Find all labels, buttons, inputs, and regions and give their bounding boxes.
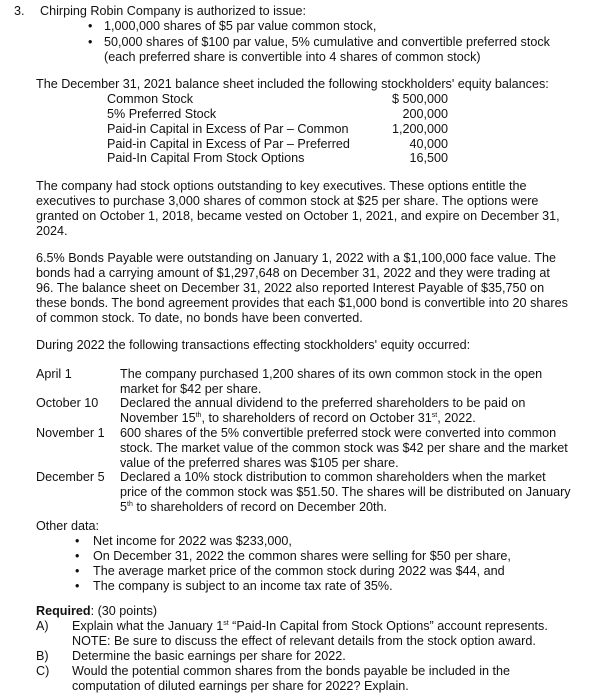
- balance-label: Paid-in Capital in Excess of Par – Preferred: [107, 137, 350, 151]
- transaction-text: Declared the annual dividend to the preferred shareholders to be paid on: [120, 396, 526, 410]
- other-data-heading: Other data:: [36, 519, 100, 533]
- transaction-date: November 1: [36, 426, 105, 440]
- paragraph-line: granted on October 1, 2018, became vested on October 1, 2021, and expire on December 31,: [36, 209, 560, 223]
- question-text: computation of diluted earnings per share for 2022? Explain.: [72, 679, 409, 693]
- balance-value: $ 500,000: [391, 92, 448, 106]
- transaction-date: April 1: [36, 367, 72, 381]
- text: to shareholders of record on December 20th.: [132, 500, 387, 514]
- paragraph-line: 6.5% Bonds Payable were outstanding on January 1, 2022 with a $1,100,000 face value. The: [36, 251, 556, 265]
- balance-value: 200,000: [402, 107, 448, 121]
- other-data-item: The average market price of the common stock during 2022 was $44, and: [93, 564, 505, 578]
- paragraph-line: these bonds. The bond agreement provides that each $1,000 bond is convertible into 20 shares: [36, 296, 568, 310]
- balance-label: Paid-In Capital From Stock Options: [107, 151, 305, 165]
- question-label: A): [36, 619, 49, 633]
- balance-value: 1,200,000: [391, 122, 448, 136]
- balance-value: 40,000: [409, 137, 448, 151]
- transactions-intro: During 2022 the following transactions effecting stockholders' equity occurred:: [36, 338, 471, 352]
- required-heading: [36, 604, 157, 619]
- balance-label: Paid-in Capital in Excess of Par – Common: [107, 122, 349, 136]
- bullet-icon: •: [88, 19, 93, 33]
- paragraph-line: 96. The balance sheet on December 31, 2022 also reported Interest Payable of $35,750 on: [36, 281, 545, 295]
- question-text: Would the potential common shares from the bonds payable be included in the: [72, 664, 511, 678]
- paragraph-line: The company had stock options outstanding to key executives. These options entitle the: [36, 179, 527, 193]
- transaction-text: price of the common stock was $51.50. The shares will be distributed on January: [120, 485, 571, 499]
- problem-number: 3.: [14, 4, 25, 18]
- other-data-item: Net income for 2022 was $233,000,: [93, 534, 292, 548]
- text: 5: [120, 500, 128, 514]
- balance-value: 16,500: [409, 151, 448, 165]
- text: November 15: [120, 411, 196, 425]
- transaction-text: 600 shares of the 5% convertible preferred stock were converted into common: [120, 426, 557, 440]
- transaction-text: market for $42 per share.: [120, 382, 262, 396]
- paragraph-line: of common stock. To date, no bonds have been converted.: [36, 311, 363, 325]
- required-label: Required: [36, 604, 91, 618]
- question-text: Determine the basic earnings per share for 2022.: [72, 649, 346, 663]
- transaction-text: [120, 500, 387, 515]
- other-data-item: The company is subject to an income tax rate of 35%.: [93, 579, 393, 593]
- question-text: NOTE: Be sure to discuss the effect of relevant details from the stock option award.: [72, 634, 536, 648]
- balances-intro: The December 31, 2021 balance sheet included the following stockholders' equity balances:: [36, 77, 549, 91]
- transaction-text: [120, 411, 476, 426]
- other-data-item: On December 31, 2022 the common shares were selling for $50 per share,: [93, 549, 511, 563]
- authorized-item: 1,000,000 shares of $5 par value common stock,: [104, 19, 377, 33]
- paragraph-line: bonds had a carrying amount of $1,297,648 on December 31, 2022 and they were trading at: [36, 266, 550, 280]
- bullet-icon: •: [75, 549, 80, 563]
- authorized-item: 50,000 shares of $100 par value, 5% cumulative and convertible preferred stock: [104, 35, 550, 49]
- bullet-icon: •: [88, 35, 93, 49]
- text: , 2022.: [437, 411, 476, 425]
- text: Explain what the January 1: [72, 619, 224, 633]
- required-points: : (30 points): [90, 604, 158, 618]
- transaction-date: December 5: [36, 470, 105, 484]
- superscript: st: [223, 620, 229, 627]
- transaction-text: value of the preferred shares was $105 per share.: [120, 456, 399, 470]
- transaction-text: Declared a 10% stock distribution to common shareholders when the market: [120, 470, 546, 484]
- bullet-icon: •: [75, 564, 80, 578]
- text: “Paid-In Capital from Stock Options” account represents.: [228, 619, 548, 633]
- problem-intro: Chirping Robin Company is authorized to issue:: [40, 4, 307, 18]
- transaction-text: The company purchased 1,200 shares of its own common stock in the open: [120, 367, 543, 381]
- authorized-item-cont: (each preferred share is convertible into 4 shares of common stock): [104, 50, 481, 64]
- balance-label: 5% Preferred Stock: [107, 107, 217, 121]
- superscript: th: [195, 412, 202, 419]
- transaction-date: October 10: [36, 396, 99, 410]
- question-text: [72, 619, 548, 634]
- paragraph-line: 2024.: [36, 224, 68, 238]
- transaction-text: stock. The market value of the common stock was $42 per share and the market: [120, 441, 568, 455]
- bullet-icon: •: [75, 579, 80, 593]
- text: , to shareholders of record on October 31: [201, 411, 432, 425]
- question-label: C): [36, 664, 50, 678]
- superscript: th: [127, 501, 133, 508]
- paragraph-line: executives to purchase 3,000 shares of common stock at $25 per share. The options were: [36, 194, 539, 208]
- balance-label: Common Stock: [107, 92, 194, 106]
- superscript: st: [431, 412, 438, 419]
- bullet-icon: •: [75, 534, 80, 548]
- question-label: B): [36, 649, 49, 663]
